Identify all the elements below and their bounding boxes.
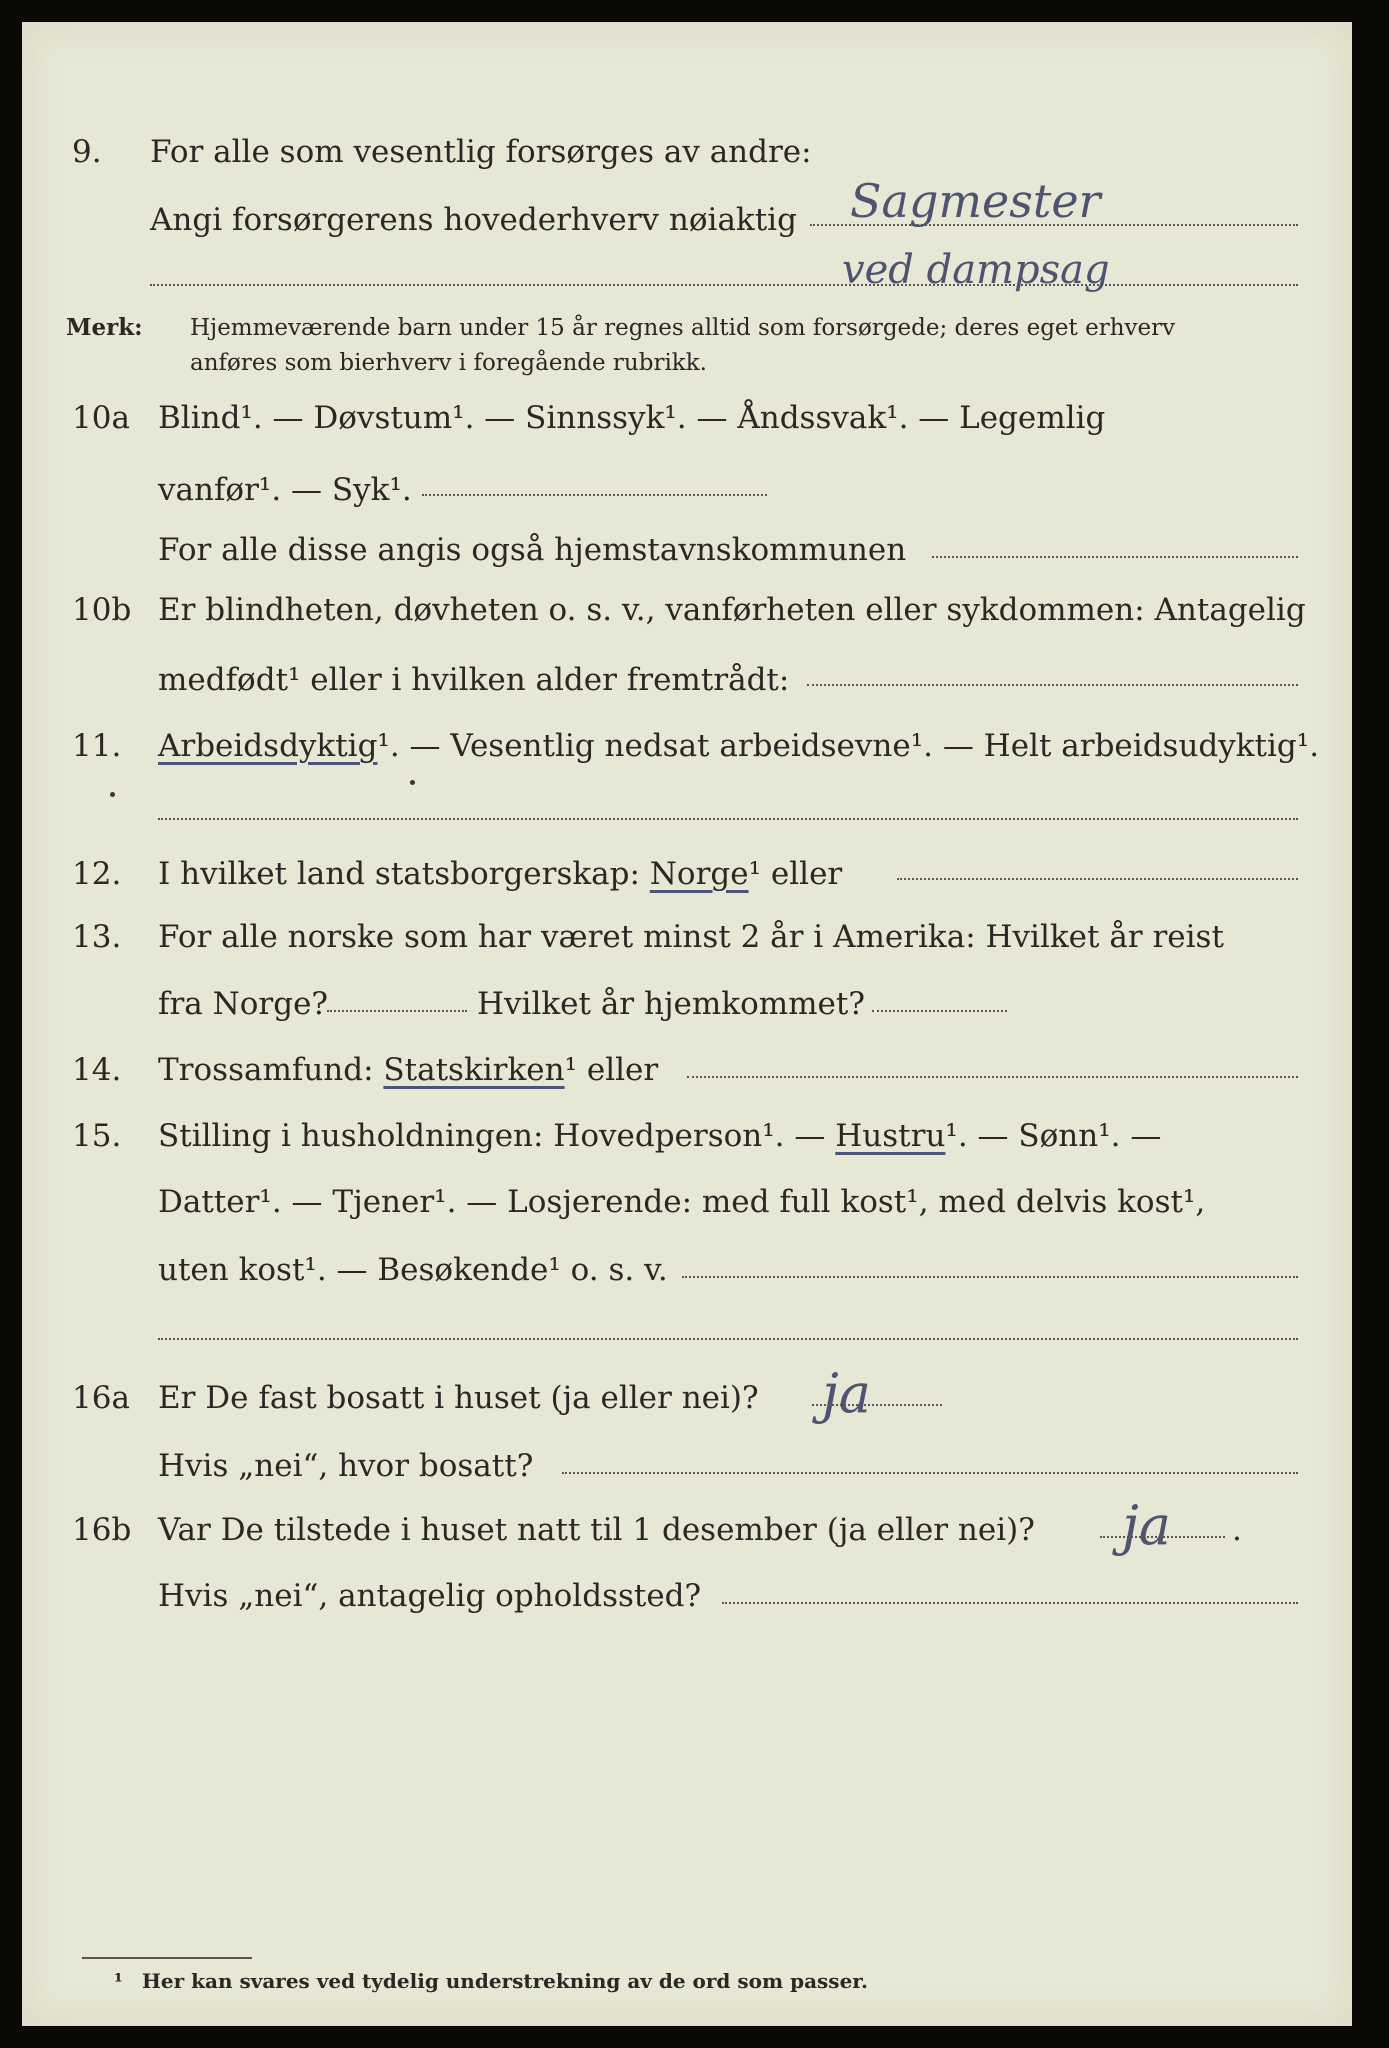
q9-prompt: Angi forsørgerens hovederhverv nøiaktig	[150, 202, 797, 238]
q14-question	[158, 1050, 658, 1090]
paper-speck	[110, 792, 115, 797]
q11-options	[158, 726, 1319, 766]
q13-question: For alle norske som har været minst 2 år i Amerika: Hvilket år reist	[158, 919, 1224, 955]
q12-question	[158, 854, 842, 894]
q9-handwritten-answer-2: ved dampsag	[842, 247, 1110, 293]
q15-options-3: uten kost¹. — Besøkende¹ o. s. v.	[158, 1252, 668, 1288]
merk-line2: anføres som bierhverv i foregående rubrikk.	[190, 350, 707, 376]
q11-rest: ¹. — Vesentlig nedsat arbeidsevne¹. — Helt arbeidsudyktig¹.	[377, 728, 1320, 764]
q10a-options-cont: vanfør¹. — Syk¹.	[158, 472, 412, 508]
merk-label: Merk:	[66, 314, 143, 341]
census-form-page	[22, 22, 1352, 2026]
q15-answer-line[interactable]	[682, 1276, 1298, 1278]
q11-arbeidsdyktig-underlined: Arbeidsdyktig	[158, 728, 378, 764]
q12-eller: ¹ eller	[748, 856, 843, 892]
q12-number: 12.	[72, 856, 122, 892]
q14-answer-line[interactable]	[687, 1076, 1298, 1078]
q14-number: 14.	[72, 1052, 122, 1088]
merk-line1: Hjemmeværende barn under 15 år regnes alltid som forsørgede; deres eget erhverv	[190, 315, 1176, 341]
q9-number: 9.	[72, 134, 102, 170]
q15-number: 15.	[72, 1118, 122, 1154]
q15-post: ¹. — Sønn¹. —	[945, 1118, 1162, 1154]
q12-answer-line[interactable]	[897, 878, 1298, 880]
q15-hustru-underlined: Hustru	[835, 1118, 946, 1154]
q13-hjemkommet-line[interactable]	[872, 1010, 1007, 1012]
q16a-question: Er De fast bosatt i huset (ja eller nei)?	[158, 1380, 759, 1416]
q10b-alder: medfødt¹ eller i hvilken alder fremtrådt:	[158, 662, 790, 698]
q15-options	[158, 1116, 1161, 1156]
q10a-options: Blind¹. — Døvstum¹. — Sinnssyk¹. — Åndssvak¹. — Legemlig	[158, 400, 1106, 436]
q16b-opholdssted-line[interactable]	[722, 1602, 1298, 1604]
paper-speck	[410, 780, 415, 785]
q16a-bosatt-line[interactable]	[562, 1472, 1298, 1474]
q16b-answer-line[interactable]	[1100, 1536, 1225, 1538]
q16a-bosatt: Hvis „nei“, hvor bosatt?	[158, 1448, 534, 1484]
footnote-text: Her kan svares ved tydelig understrekning av de ord som passer.	[142, 1969, 868, 1993]
q16b-tail: .	[1232, 1512, 1242, 1548]
q10a-hjemstavn-line[interactable]	[932, 556, 1298, 558]
q10a-answer-line[interactable]	[422, 494, 767, 496]
q15-answer-line-2[interactable]	[158, 1338, 1298, 1340]
q16b-number: 16b	[72, 1512, 132, 1548]
q10a-hjemstavn: For alle disse angis også hjemstavnskommunen	[158, 532, 907, 568]
q11-answer-line[interactable]	[158, 818, 1298, 820]
q13-reist-line[interactable]	[327, 1010, 467, 1012]
q10a-number: 10a	[72, 400, 130, 436]
q10b-number: 10b	[72, 592, 132, 628]
q15-pre: Stilling i husholdningen: Hovedperson¹. —	[158, 1118, 826, 1154]
q16a-number: 16a	[72, 1380, 130, 1416]
q13-hjemkommet: Hvilket år hjemkommet?	[477, 986, 865, 1022]
q9-answer-line-2[interactable]	[150, 284, 1298, 286]
q15-options-2: Datter¹. — Tjener¹. — Losjerende: med full kost¹, med delvis kost¹,	[158, 1184, 1206, 1220]
q14-statskirken-underlined: Statskirken	[383, 1052, 565, 1088]
q11-number: 11.	[72, 728, 122, 764]
footnote-rule	[82, 1957, 252, 1959]
q16b-handwritten-answer: ja	[1122, 1494, 1171, 1557]
q16b-opholdssted: Hvis „nei“, antagelig opholdssted?	[158, 1578, 702, 1614]
q16a-handwritten-answer: ja	[822, 1362, 871, 1425]
q14-prompt: Trossamfund:	[158, 1052, 374, 1088]
q14-eller: ¹ eller	[564, 1052, 659, 1088]
q16a-answer-line[interactable]	[812, 1404, 942, 1406]
q12-prompt: I hvilket land statsborgerskap:	[158, 856, 640, 892]
q9-handwritten-answer-1: Sagmester	[850, 174, 1101, 228]
q10b-answer-line[interactable]	[807, 684, 1298, 686]
q13-reist: fra Norge?	[158, 986, 329, 1022]
q13-number: 13.	[72, 919, 122, 955]
q10b-question: Er blindheten, døvheten o. s. v., vanførheten eller sykdommen: Antagelig	[158, 592, 1306, 628]
q16b-question: Var De tilstede i huset natt til 1 desember (ja eller nei)?	[158, 1512, 1035, 1548]
footnote-mark: ¹	[114, 1969, 123, 1993]
q9-question: For alle som vesentlig forsørges av andre:	[150, 134, 812, 170]
q12-norge-underlined: Norge	[649, 856, 749, 892]
